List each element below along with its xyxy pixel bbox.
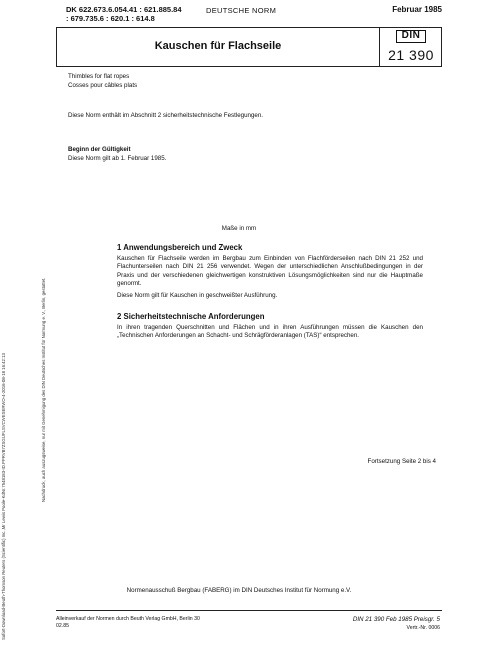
intro-text: Diese Norm enthält im Abschnitt 2 sicherheitstechnische Festlegungen. xyxy=(68,112,264,119)
din-designation xyxy=(379,28,442,66)
publisher-line-1: Alleinverkauf der Normen durch Beuth Verlag GmbH, Berlin 30 xyxy=(56,616,200,622)
section-2-heading: 2 Sicherheitstechnische Anforderungen xyxy=(117,312,265,321)
subtitle-french: Cosses pour câbles plats xyxy=(68,82,138,89)
units-note: Maße in mm xyxy=(221,225,257,232)
section-1-paragraph-2: Diese Norm gilt für Kauschen in geschweißter Ausführung. xyxy=(117,292,278,299)
copyright-note: Nachdruck, auch auszugsweise, nur mit Genehmigung des DIN Deutsches Institut für Normung e. V., Berlin, gestattet. xyxy=(41,277,46,502)
section-1-heading: 1 Anwendungsbereich und Zweck xyxy=(117,243,243,252)
norm-type-label: DEUTSCHE NORM xyxy=(206,6,277,15)
section-2-paragraph: In ihren tragenden Querschnitten und Flächen und in ihren Ausführungen müssen die Kauschen den „Technischen Anforderungen an Schacht- und Schrägförderanlagen (TAS)“ entsprechen. xyxy=(117,324,423,340)
document-reference: DIN 21 390 Feb 1985 Preisgr. 5 xyxy=(352,616,440,623)
section-1-paragraph: Kauschen für Flachseile werden im Bergbau zum Einbinden von Flachförderseilen nach DIN 21 252 und Flachunterseilen nach DIN 21 256 verwendet. Wegen der unterschiedlichen Anschlußbedingungen in der Praxis und der verschiedenen gleichwertigen konstruktiven Lösungsmöglichkeiten sind nur die Hauptmaße genormt. xyxy=(117,255,423,288)
issuer-line: Normenausschuß Bergbau (FABERG) im DIN Deutsches Institut für Normung e.V. xyxy=(126,587,352,594)
validity-heading: Beginn der Gültigkeit xyxy=(68,146,131,153)
publisher-line-2: 02.85 xyxy=(56,623,69,629)
din-number: 21 390 xyxy=(388,47,434,63)
validity-text: Diese Norm gilt ab 1. Februar 1985. xyxy=(68,155,167,162)
dk-line-1: DK 622.673.6.054.41 : 621.885.84 xyxy=(66,5,182,14)
continuation-note: Fortsetzung Seite 2 bis 4 xyxy=(367,458,436,465)
dk-classification xyxy=(66,5,182,23)
subtitle-english: Thimbles for flat ropes xyxy=(68,73,130,80)
issue-date: Februar 1985 xyxy=(392,5,442,14)
dk-line-2: : 679.735.6 : 620.1 : 614.8 xyxy=(66,14,155,23)
footer-divider xyxy=(56,610,442,611)
din-logo: DIN xyxy=(396,30,426,43)
download-watermark: Sofort-Download-Beuth-Thomson Reuters (Scientific) Inc.,Mr Lewis Poole-KdNr.7548183-ID.PPRVB7ZSGUFLSVCWESERWO-4-2016-08-18 16:42:13 xyxy=(1,353,6,640)
document-title: Kauschen für Flachseile xyxy=(154,40,282,52)
publisher-info xyxy=(56,616,200,630)
distribution-number: Vertr.-Nr. 0006 xyxy=(406,625,440,631)
title-block xyxy=(56,27,442,67)
